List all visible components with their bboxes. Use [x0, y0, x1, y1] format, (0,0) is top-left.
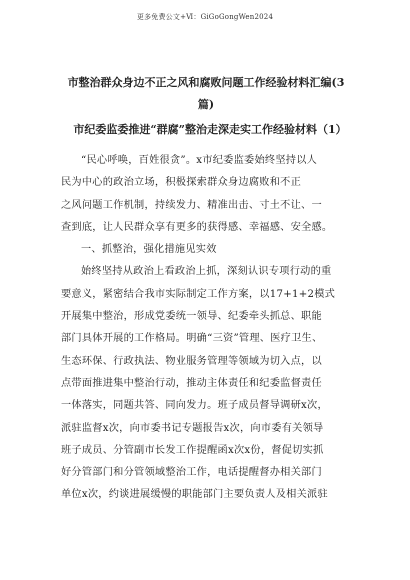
header-note: 更多免费公文+Ⅵ：GiGoGongWen2024	[136, 13, 274, 21]
paragraph-line: 班子成员、分管副市长发工作提醒函x次x份，督促切实抓	[61, 444, 324, 456]
paragraph-line: 部门具体开展的工作格局。明确“三资”管理、医疗卫生、	[61, 333, 323, 345]
document-title-line: 市整治群众身边不正之风和腐败问题工作经验材料汇编(3	[67, 76, 345, 89]
section-title: 市纪委监委推进“群腐”整治走深走实工作经验材料（1）	[73, 123, 347, 136]
paragraph-line: 之风问题工作机制，持续发力、精准出击、寸土不让、一	[61, 199, 322, 211]
document-title-line: 篇)	[197, 98, 215, 111]
paragraph-line: 生态环保、行政执法、物业服务管理等领域为切入点，以	[61, 355, 322, 367]
document-title	[56, 72, 356, 116]
paragraph-line: 派驻监督x次，向市委书记专题报告x次，向市委有关领导	[61, 422, 324, 434]
paragraph-line: 开展集中整治，形成党委统一领导、纪委牵头抓总、职能	[61, 311, 322, 323]
paragraph-line: “民心呼唤，百姓很贪”。x市纪委监委始终坚持以人	[81, 155, 318, 166]
body-text	[61, 150, 351, 507]
paragraph-line: 始终坚持从政治上看政治上抓，深刻认识专项行动的重	[81, 266, 332, 278]
paragraph-line: 一体落实，同题共答、同向发力。班子成员督导调研x次，	[61, 400, 328, 412]
paragraph-line: 好分管部门和分管领域整治工作，电话提醒督办相关部门	[61, 467, 322, 479]
paragraph-line: 民为中心的政治立场，积极探索群众身边腐败和不正	[61, 177, 302, 189]
paragraph-line: 要意义，紧密结合我市实际制定工作方案，以17+1+2模式	[61, 288, 336, 300]
subheading: 一、抓整治，强化措施见实效	[81, 244, 217, 256]
paragraph-line: 单位x次，约谈进展缓慢的职能部门主要负责人及相关派驻	[61, 489, 328, 501]
paragraph-line: 查到底，让人民群众享有更多的获得感、幸福感、安全感。	[61, 221, 333, 233]
paragraph-line: 点带面推进集中整治行动，推动主体责任和纪委监督责任	[61, 377, 322, 389]
